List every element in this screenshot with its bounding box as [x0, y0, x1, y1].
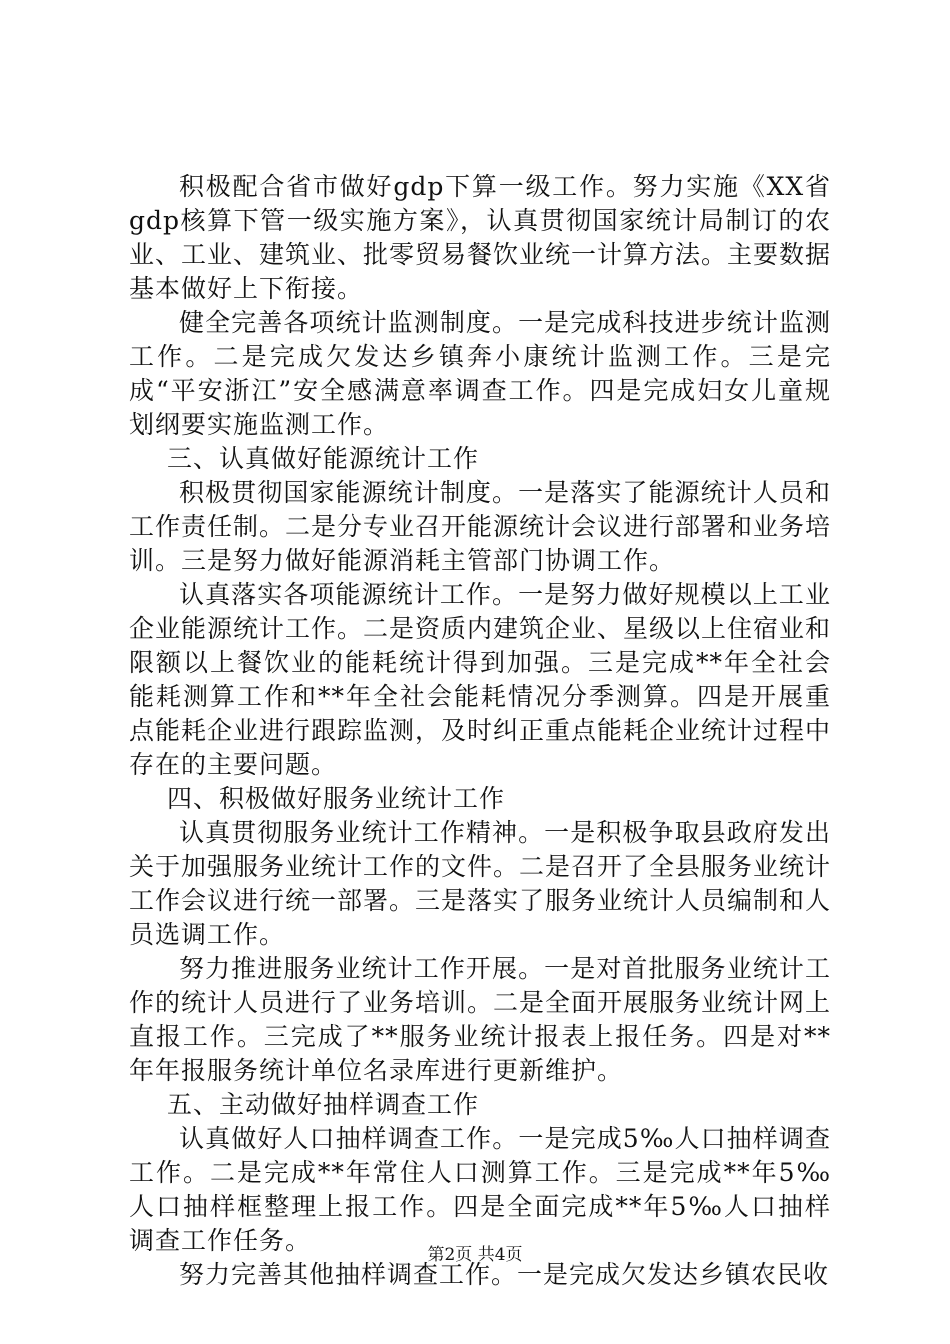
- paragraph-energy-work: 认真落实各项能源统计工作。一是努力做好规模以上工业企业能源统计工作。二是资质内建筑企业、星级以上住宿业和限额以上餐饮业的能耗统计得到加强。三是完成**年全社会能耗测算工作和**年全社会能耗情况分季测算。四是开展重点能耗企业进行跟踪监测，及时纠正重点能耗企业统计过程中存在的主要问题。: [129, 580, 832, 779]
- section-heading-sampling: 五、主动做好抽样调查工作: [167, 1090, 480, 1119]
- paragraph-gdp-accounting: 积极配合省市做好gdp下算一级工作。努力实施《XX省gdp核算下管一级实施方案》，认真贯彻国家统计局制订的农业、工业、建筑业、批零贸易餐饮业统一计算方法。主要数据基本做好上下衔接。: [129, 172, 832, 303]
- document-body: [129, 170, 831, 1292]
- paragraph-other-sampling: 努力完善其他抽样调查工作。一是完成欠发达乡镇农民收: [179, 1260, 830, 1289]
- page-number-footer: 第2页 共4页: [427, 1245, 523, 1265]
- section-heading-services: 四、积极做好服务业统计工作: [167, 784, 506, 813]
- paragraph-energy-system: 积极贯彻国家能源统计制度。一是落实了能源统计人员和工作责任制。二是分专业召开能源统计会议进行部署和业务培训。三是努力做好能源消耗主管部门协调工作。: [129, 478, 832, 575]
- paragraph-services-progress: 努力推进服务业统计工作开展。一是对首批服务业统计工作的统计人员进行了业务培训。二是全面开展服务业统计网上直报工作。三完成了**服务业统计报表上报任务。四是对**年年报服务统计单位名录库进行更新维护。: [129, 954, 832, 1085]
- paragraph-monitoring-system: 健全完善各项统计监测制度。一是完成科技进步统计监测工作。二是完成欠发达乡镇奔小康统计监测工作。三是完成“平安浙江”安全感满意率调查工作。四是完成妇女儿童规划纲要实施监测工作。: [129, 308, 831, 439]
- paragraph-population-sampling: 认真做好人口抽样调查工作。一是完成5‰人口抽样调查工作。二是完成**年常住人口测算工作。三是完成**年5‰人口抽样框整理上报工作。四是全面完成**年5‰人口抽样调查工作任务。: [129, 1124, 831, 1255]
- section-heading-energy: 三、认真做好能源统计工作: [167, 444, 480, 473]
- paragraph-services-spirit: 认真贯彻服务业统计工作精神。一是积极争取县政府发出关于加强服务业统计工作的文件。二是召开了全县服务业统计工作会议进行统一部署。三是落实了服务业统计人员编制和人员选调工作。: [129, 818, 832, 949]
